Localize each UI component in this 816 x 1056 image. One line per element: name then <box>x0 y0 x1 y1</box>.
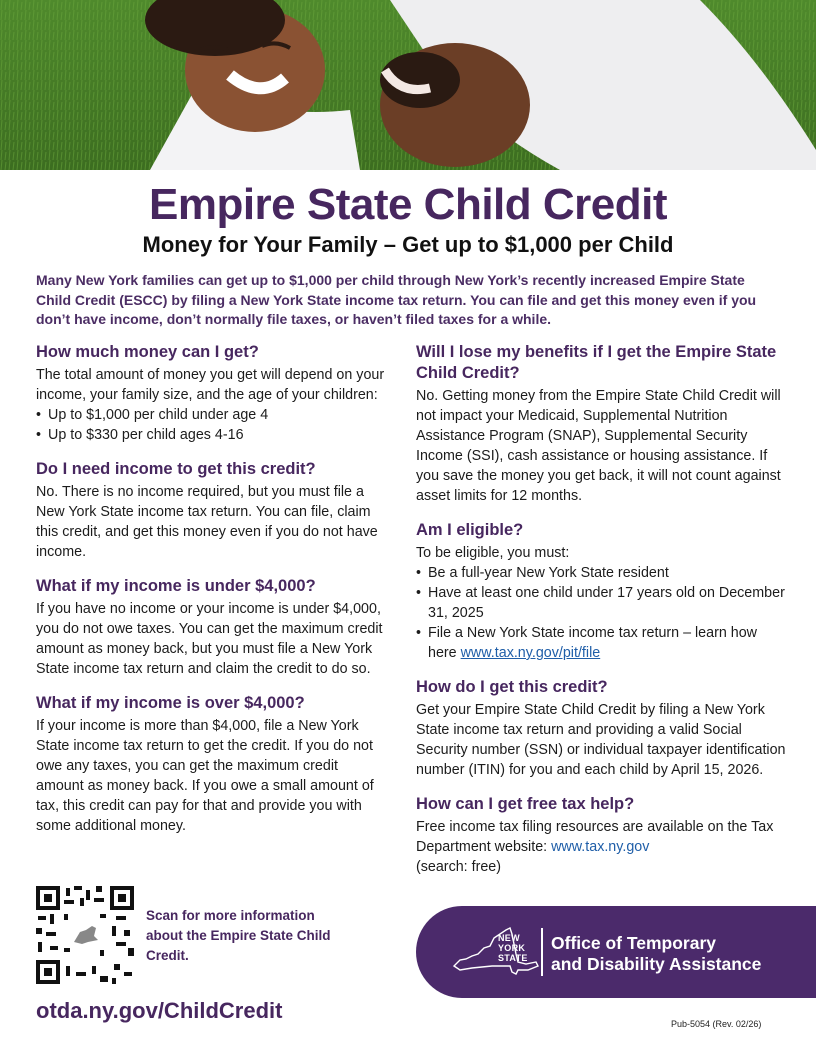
list-item <box>416 623 786 663</box>
section-heading: Will I lose my benefits if I get the Empire State Child Credit? <box>416 343 777 382</box>
section-free-help <box>416 794 786 877</box>
amount-list <box>36 405 386 445</box>
section-need-income <box>36 459 386 562</box>
ny-logo-line: STATE <box>498 953 528 963</box>
list-item: • Up to $1,000 per child under age 4 <box>36 405 386 425</box>
section-benefits <box>416 342 786 506</box>
list-item-text: File a New York State income tax return – learn how here <box>428 625 757 661</box>
search-hint: (search: free) <box>416 859 502 875</box>
child-credit-url[interactable]: otda.ny.gov/ChildCredit <box>36 998 283 1023</box>
tax-website-link[interactable]: www.tax.ny.gov <box>551 839 650 855</box>
section-body <box>416 817 786 877</box>
publication-number: Pub-5054 (Rev. 02/26) <box>671 1019 762 1029</box>
section-heading: Am I eligible? <box>416 521 524 539</box>
section-how-much <box>36 342 386 445</box>
section-income-over <box>36 693 386 836</box>
section-body: Get your Empire State Child Credit by filing a New York State income tax return and providing a valid Social Security number (SSN) or individual taxpayer identification number (ITIN) for you and each child by April 15, 2026. <box>416 702 786 778</box>
page-subtitle: Money for Your Family – Get up to $1,000 per Child <box>142 232 674 257</box>
left-column <box>36 342 386 850</box>
page-title: Empire State Child Credit <box>148 180 668 229</box>
list-item: • Up to $330 per child ages 4-16 <box>36 425 386 445</box>
section-heading: How can I get free tax help? <box>416 795 635 813</box>
section-body: The total amount of money you get will depend on your income, your family size, and the age of your children: <box>36 367 385 403</box>
section-how-get <box>416 677 786 780</box>
list-item: • Have at least one child under 17 years old on December 31, 2025 <box>416 583 786 623</box>
section-heading: What if my income is over $4,000? <box>36 694 305 712</box>
logo-divider <box>541 928 543 976</box>
section-heading: How do I get this credit? <box>416 678 608 696</box>
office-name <box>551 933 761 975</box>
qr-code[interactable] <box>36 886 134 984</box>
section-body: No. Getting money from the Empire State Child Credit will not impact your Medicaid, Supplemental Nutrition Assistance Program (SNAP), Supplemental Security Income (SSI), cash assistance or housing assistance. If you save the money you get back, it will not count against asset limits for 12 months. <box>416 388 781 504</box>
section-body: If you have no income or your income is under $4,000, you do not owe taxes. You can get the maximum credit amount as money back, but you must file a New York State income tax return and claim the credit to do so. <box>36 601 383 677</box>
section-body: No. There is no income required, but you must file a New York State income tax return. You can file, claim this credit, and get this money even if you do not have income. <box>36 484 378 560</box>
office-name-line: and Disability Assistance <box>551 954 762 974</box>
section-body: If your income is more than $4,000, file a New York State income tax return to get the credit. If you do not owe any taxes, you can get the maximum credit amount as money back. If you owe a small amount of tax, this credit can pay for that and provide you with some additional money. <box>36 718 374 834</box>
section-eligible <box>416 520 786 663</box>
section-heading: Do I need income to get this credit? <box>36 460 316 478</box>
section-heading: What if my income is under $4,000? <box>36 577 316 595</box>
eligibility-list <box>416 563 786 663</box>
section-heading: How much money can I get? <box>36 343 259 361</box>
hero-photo <box>0 0 816 170</box>
ny-state-logo-text <box>498 933 528 963</box>
ny-logo-line: YORK <box>498 943 526 953</box>
free-help-text: Free income tax filing resources are available on the Tax Department website: <box>416 819 774 855</box>
right-column <box>416 342 786 891</box>
section-income-under <box>36 576 386 679</box>
section-body: To be eligible, you must: <box>416 545 570 561</box>
otda-banner <box>416 906 816 998</box>
office-name-line: Office of Temporary <box>551 933 716 953</box>
list-item: • Be a full-year New York State resident <box>416 563 786 583</box>
ny-logo-line: NEW <box>498 933 520 943</box>
qr-caption: Scan for more information about the Empire State Child Credit. <box>146 908 331 963</box>
tax-file-link[interactable]: www.tax.ny.gov/pit/file <box>460 645 601 661</box>
intro-paragraph: Many New York families can get up to $1,000 per child through New York’s recently increased Empire State Child Credit (ESCC) by filing a New York State income tax return. You can file and get this money even if you don’t have income, don’t normally file taxes, or haven’t filed taxes for a while. <box>36 272 757 327</box>
